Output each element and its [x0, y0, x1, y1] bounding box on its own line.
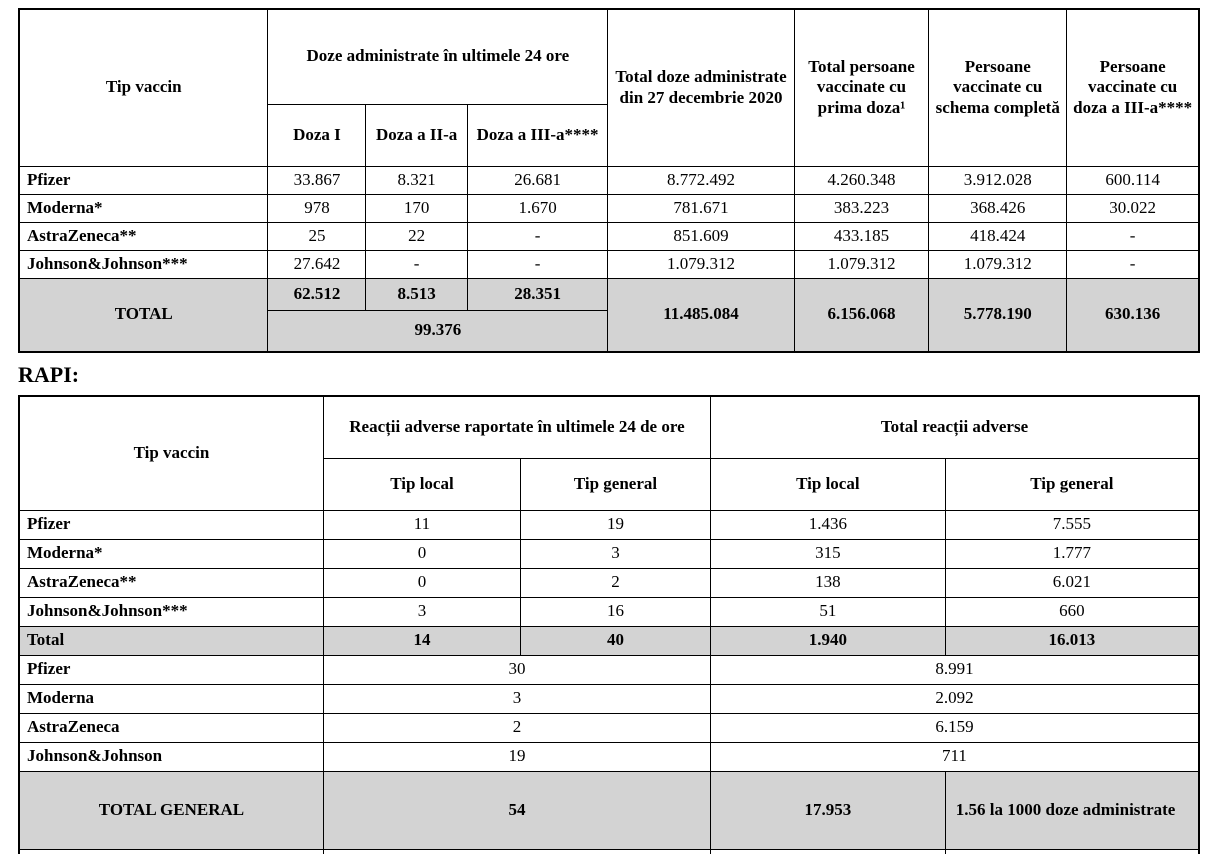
- total-general-local-cell: 17.953: [710, 771, 945, 849]
- rapi-header-tip-local-total: Tip local: [710, 458, 945, 510]
- vaccine-name-cell: AstraZeneca**: [19, 568, 323, 597]
- value-cell: 6.159: [710, 713, 1199, 742]
- value-cell: 3: [323, 684, 710, 713]
- rapi-header-tip-local-24h: Tip local: [323, 458, 520, 510]
- value-cell: 1.436: [710, 510, 945, 539]
- value-cell: 600.114: [1067, 166, 1199, 194]
- total-value-cell: 62.512: [268, 278, 366, 310]
- value-cell: 315: [710, 539, 945, 568]
- total-general-rate-cell: 1.56 la 1000 doze administrate: [945, 771, 1199, 849]
- rapi-section-heading: RAPI:: [18, 362, 80, 387]
- total-value-cell: 1.940: [710, 626, 945, 655]
- vaccine-name-cell: AstraZeneca: [19, 713, 323, 742]
- value-cell: 418.424: [929, 222, 1067, 250]
- total-value-cell: 6.156.068: [794, 278, 929, 352]
- value-cell: 781.671: [608, 194, 794, 222]
- value-cell: 170: [366, 194, 467, 222]
- doses-header-tip-vaccin: Tip vaccin: [19, 9, 268, 166]
- rapi-table: [18, 395, 1200, 854]
- doses-header-persoane-doza-3: Persoane vaccinate cu doza a III-a****: [1067, 9, 1199, 166]
- vaccine-name-cell: Moderna: [19, 684, 323, 713]
- value-cell: -: [467, 222, 607, 250]
- empty-cell: [945, 849, 1199, 854]
- table-row: [19, 250, 1199, 278]
- total-row: [19, 278, 1199, 310]
- vaccine-name-cell: Johnson&Johnson: [19, 742, 323, 771]
- value-cell: 25: [268, 222, 366, 250]
- value-cell: 4.260.348: [794, 166, 929, 194]
- vaccine-name-cell: AstraZeneca**: [19, 222, 268, 250]
- value-cell: 851.609: [608, 222, 794, 250]
- value-cell: 1.777: [945, 539, 1199, 568]
- value-cell: 368.426: [929, 194, 1067, 222]
- value-cell: 0: [323, 539, 520, 568]
- vaccine-name-cell: Pfizer: [19, 655, 323, 684]
- value-cell: -: [1067, 250, 1199, 278]
- doses-header-total-doze: Total doze administrate din 27 decembrie 2020: [608, 9, 794, 166]
- value-cell: 1.079.312: [608, 250, 794, 278]
- total-value-cell: 630.136: [1067, 278, 1199, 352]
- vaccine-name-cell: Johnson&Johnson***: [19, 597, 323, 626]
- value-cell: 22: [366, 222, 467, 250]
- vaccine-name-cell: Moderna*: [19, 194, 268, 222]
- doses-header-schema-completa: Persoane vaccinate cu schema completă: [929, 9, 1067, 166]
- value-cell: 30: [323, 655, 710, 684]
- value-cell: 1.079.312: [794, 250, 929, 278]
- table-row: [19, 597, 1199, 626]
- total-24h-sum-cell: 99.376: [268, 310, 608, 352]
- total-value-cell: 5.778.190: [929, 278, 1067, 352]
- table-row: [19, 742, 1199, 771]
- table-row: [19, 194, 1199, 222]
- value-cell: 7.555: [945, 510, 1199, 539]
- doses-table: [18, 8, 1200, 353]
- value-cell: 27.642: [268, 250, 366, 278]
- vaccine-name-cell: Pfizer: [19, 510, 323, 539]
- value-cell: 8.321: [366, 166, 467, 194]
- value-cell: 8.991: [710, 655, 1199, 684]
- table-row: [19, 539, 1199, 568]
- doses-header-doze-24h: Doze administrate în ultimele 24 ore: [268, 9, 608, 104]
- total-label-cell: Total: [19, 626, 323, 655]
- value-cell: 3: [323, 597, 520, 626]
- total-general-label-cell: TOTAL GENERAL: [19, 771, 323, 849]
- value-cell: 11: [323, 510, 520, 539]
- value-cell: 51: [710, 597, 945, 626]
- rapi-header-tip-general-total: Tip general: [945, 458, 1199, 510]
- table-row: [19, 713, 1199, 742]
- doses-header-doza-3: Doza a III-a****: [467, 104, 607, 166]
- value-cell: 2: [520, 568, 710, 597]
- value-cell: 3.912.028: [929, 166, 1067, 194]
- table-row: [19, 510, 1199, 539]
- rapi-total-general-row: [19, 771, 1199, 849]
- value-cell: 2.092: [710, 684, 1199, 713]
- value-cell: 8.772.492: [608, 166, 794, 194]
- total-label-cell: TOTAL: [19, 278, 268, 352]
- rapi-header-tip-vaccin: Tip vaccin: [19, 396, 323, 510]
- value-cell: 0: [323, 568, 520, 597]
- value-cell: 2: [323, 713, 710, 742]
- value-cell: 711: [710, 742, 1199, 771]
- doses-header-row-1: [19, 9, 1199, 104]
- vaccine-name-cell: Moderna*: [19, 539, 323, 568]
- vaccine-name-cell: Johnson&Johnson***: [19, 250, 268, 278]
- value-cell: 433.185: [794, 222, 929, 250]
- rapi-header-total-reactii: Total reacții adverse: [710, 396, 1199, 458]
- table-row: [19, 166, 1199, 194]
- empty-cell: [19, 849, 323, 854]
- value-cell: 6.021: [945, 568, 1199, 597]
- value-cell: 26.681: [467, 166, 607, 194]
- total-value-cell: 8.513: [366, 278, 467, 310]
- value-cell: 19: [323, 742, 710, 771]
- doses-header-total-prima-doza: Total persoane vaccinate cu prima doza¹: [794, 9, 929, 166]
- value-cell: 33.867: [268, 166, 366, 194]
- total-value-cell: 28.351: [467, 278, 607, 310]
- rapi-header-reactii-24h: Reacții adverse raportate în ultimele 24 de ore: [323, 396, 710, 458]
- value-cell: 1.079.312: [929, 250, 1067, 278]
- total-value-cell: 16.013: [945, 626, 1199, 655]
- total-value-cell: 40: [520, 626, 710, 655]
- table-row: [19, 684, 1199, 713]
- vaccine-name-cell: Pfizer: [19, 166, 268, 194]
- table-row: [19, 568, 1199, 597]
- value-cell: 30.022: [1067, 194, 1199, 222]
- total-general-24h-cell: 54: [323, 771, 710, 849]
- empty-cell: [710, 849, 945, 854]
- value-cell: 383.223: [794, 194, 929, 222]
- rapi-total-row: [19, 626, 1199, 655]
- total-value-cell: 11.485.084: [608, 278, 794, 352]
- table-row: [19, 222, 1199, 250]
- total-value-cell: 14: [323, 626, 520, 655]
- doses-header-doza-2: Doza a II-a: [366, 104, 467, 166]
- value-cell: 19: [520, 510, 710, 539]
- value-cell: -: [467, 250, 607, 278]
- rapi-header-tip-general-24h: Tip general: [520, 458, 710, 510]
- value-cell: 660: [945, 597, 1199, 626]
- table-row: [19, 655, 1199, 684]
- value-cell: -: [1067, 222, 1199, 250]
- value-cell: 138: [710, 568, 945, 597]
- cutoff-partial-row: [19, 849, 1199, 854]
- value-cell: 3: [520, 539, 710, 568]
- value-cell: 978: [268, 194, 366, 222]
- value-cell: -: [366, 250, 467, 278]
- doses-header-doza-1: Doza I: [268, 104, 366, 166]
- empty-cell: [323, 849, 710, 854]
- value-cell: 1.670: [467, 194, 607, 222]
- rapi-header-row-1: [19, 396, 1199, 458]
- value-cell: 16: [520, 597, 710, 626]
